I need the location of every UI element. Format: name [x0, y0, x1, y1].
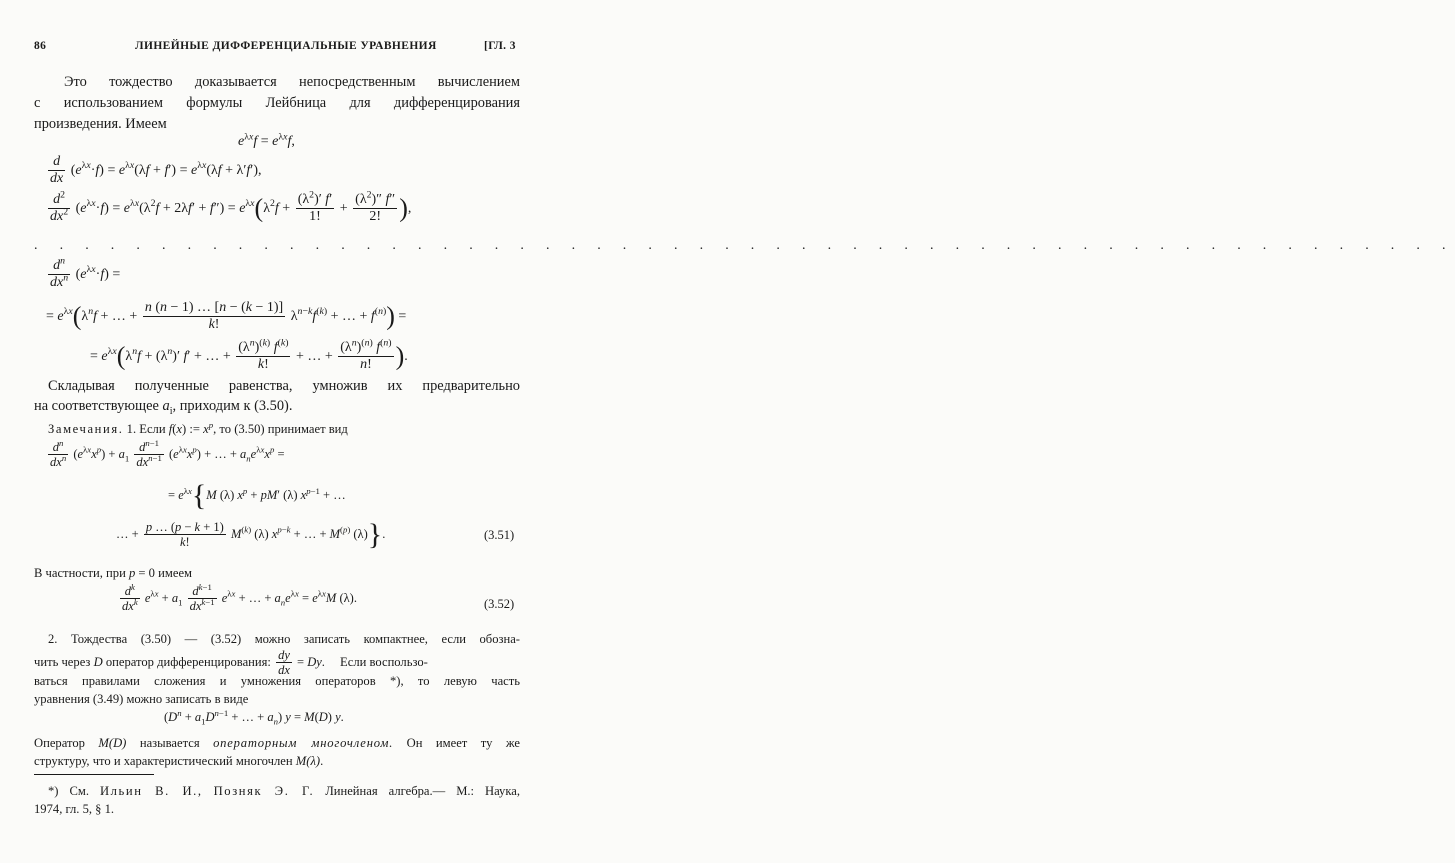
equation-3-51-lhs: $\frac{d^n}{dx^n}$ $(e^{\lambda x}x^p) + a_1$ $\frac{d^{n-1}}{dx^{n-1}}$ $(e^{\lambda x}x^p)$ + … + $a_ne^{\lambda x}x^p$ =	[50, 437, 285, 470]
equation-number-3-52: (3.52)	[484, 597, 515, 611]
dotted-separator: . . . . . . . . . . . . . . . . . . . . . . . . . . . . . . . . . . . . . . . . . . . . . . . . . . . . . . . .	[34, 238, 1455, 253]
remark-2-line-2: чить через D оператор дифференцирования: $\frac{dy}{dx}$ = Dy. Если воспользо-	[34, 648, 428, 678]
remark-2-line-4: уравнения (3.49) можно записать в виде	[34, 692, 249, 706]
remark-2-line-3: ваться правилами сложения и умножения операторов *), то левую часть	[34, 674, 520, 688]
footnote-rule	[34, 774, 154, 775]
intro-line-2: с использованием формулы Лейбница для дифференцирования	[34, 95, 520, 111]
operator-line-2: структуру, что и характеристический многочлен M(λ).	[34, 754, 324, 768]
equation-number-3-51: (3.51)	[484, 528, 515, 542]
running-title: ЛИНЕЙНЫЕ ДИФФЕРЕНЦИАЛЬНЫЕ УРАВНЕНИЯ	[135, 40, 437, 52]
summation-line-2: на соответствующее $a_i$, приходим к (3.50).	[34, 398, 293, 417]
page-number: 86	[34, 40, 47, 52]
equation-3-52: $\frac{d^k}{dx^k}$ $e^{\lambda x} + a_1$ $\frac{d^{k-1}}{dx^{k-1}}$ $e^{\lambda x}$ + … + $a_ne^{\lambda x} = e^{\lambda x}M$ (λ).	[122, 581, 357, 614]
operator-equation: ($D^n + a_1D^{n-1}$ + … + $a_n$) y = M(D) y.	[164, 707, 344, 727]
operator-line-1: Оператор M(D) называется операторным многочленом. Он имеет ту же	[34, 736, 520, 750]
equation-3-51-middle: = $e^{\lambda x}\{M$ (λ) $x^p + pM'$ (λ) $x^{p-1}$ + …	[168, 479, 346, 513]
footnote-line-2: 1974, гл. 5, § 1.	[34, 802, 115, 816]
particular-case-line: В частности, при p = 0 имеем	[34, 566, 192, 580]
equation-base: $e^{\lambda x}f = e^{\lambda x}f$,	[238, 131, 295, 149]
intro-line-3: произведения. Имеем	[34, 116, 167, 132]
summation-line-1: Складывая полученные равенства, умножив их предварительно	[48, 378, 520, 394]
equation-second-derivative: $\frac{d^2}{dx^2}$ $(e^{\lambda x}\cdot f) = e^{\lambda x}(\lambda^2f + 2\lambda f' + f'') = e^{\lambda x}(\lambda^2f$ + $\frac{(\lambda^2)' f'}{1!}$ + $\frac{(\lambda^2)'' f''}{2!}$ ),	[50, 189, 412, 225]
remark-1-intro: Замечания. 1. Если f(x) := $x^p$, то (3.50) принимает вид	[48, 419, 348, 436]
equation-first-derivative: $\frac{d}{dx}$ $(e^{\lambda x}\cdot f) = e^{\lambda x}(\lambda f + f') = e^{\lambda x}(\lambda f + \lambda'f')$,	[50, 154, 262, 187]
equation-nth-derivative-final: = $e^{\lambda x}(\lambda^nf + (\lambda^n)'$ f′ + … + $\frac{(\lambda^n)^{(k)} f^{(k)}}{k!}$ + … + $\frac{(\lambda^n)^{(n)} f^{(n)}}{n!}$ ).	[90, 337, 408, 373]
equation-3-51-tail: … + $\frac{p \dots (p - k + 1)}{k!}$ $M^{(k)}$ (λ) $x^{p-k}$ + … + $M^{(p)}$ (λ)}.	[116, 517, 386, 551]
footnote-line-1: *) См. Ильин В. И., Позняк Э. Г. Линейная алгебра.— М.: Наука,	[48, 784, 521, 798]
equation-nth-derivative-expansion: = $e^{\lambda x}(\lambda^nf$ + … + $\frac{n (n - 1) \dots [n - (k - 1)]}{k!}$ $\lambda^{n-k}f^{(k)}$ + … + $f^{(n)}$) =	[46, 300, 407, 333]
remark-2-line-1: 2. Тождества (3.50) — (3.52) можно записать компактнее, если обозна-	[48, 632, 520, 646]
equation-nth-derivative-lhs: $\frac{d^n}{dx^n}$ $(e^{\lambda x}\cdot f)$ =	[50, 255, 121, 291]
intro-line-1: Это тождество доказывается непосредственным вычислением	[64, 74, 520, 90]
chapter-label: [ГЛ. 3	[484, 40, 516, 52]
